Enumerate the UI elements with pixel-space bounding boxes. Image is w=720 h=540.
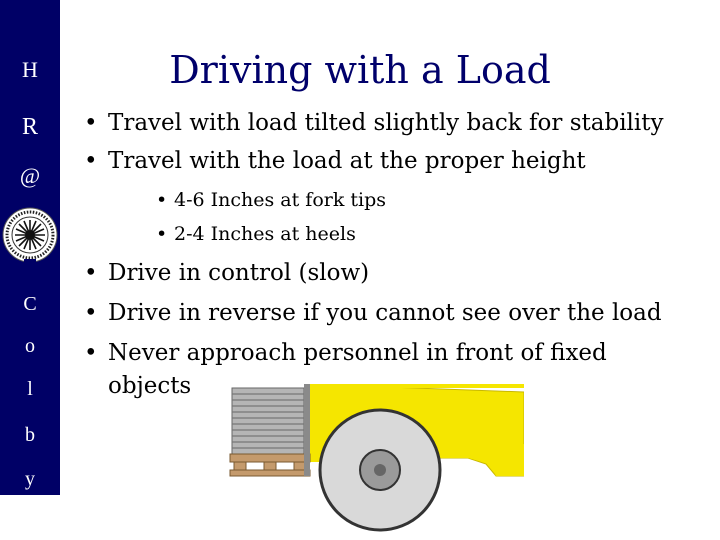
bullet-text: Travel with load tilted slightly back for stability xyxy=(108,110,664,136)
sidebar-letter-o: o xyxy=(25,335,35,357)
sub-bullet-item xyxy=(156,223,356,245)
bullet-text: Drive in control (slow) xyxy=(108,260,370,286)
sidebar-letter-c: C xyxy=(23,293,37,315)
load-stack xyxy=(232,388,304,454)
forklift-illustration xyxy=(228,384,524,540)
sub-bullet-text: 4-6 Inches at fork tips xyxy=(174,189,387,211)
bullet-glyph: • xyxy=(84,300,98,326)
bullet-text: Drive in reverse if you cannot see over the load xyxy=(108,300,662,326)
bullet-glyph: • xyxy=(84,110,98,136)
sidebar-letter-h: H xyxy=(22,57,38,82)
bullet-continuation: objects xyxy=(108,373,192,399)
sub-bullet-text: 2-4 Inches at heels xyxy=(174,223,356,245)
bullet-glyph: • xyxy=(84,340,98,366)
bullet-glyph: • xyxy=(84,260,98,286)
sidebar-letter-b: b xyxy=(25,424,35,446)
bullet-item xyxy=(84,260,369,286)
sidebar-letter-r: R xyxy=(21,114,38,140)
bullet-item xyxy=(84,148,586,174)
bullet-item xyxy=(84,300,662,326)
bullet-glyph: • xyxy=(84,148,98,174)
university-seal-icon xyxy=(0,207,60,267)
bullet-glyph: • xyxy=(156,223,168,245)
sidebar-letter-y: y xyxy=(25,468,35,490)
sidebar-letter-l: l xyxy=(27,378,33,400)
sub-bullet-item xyxy=(156,189,386,211)
bullet-text: Never approach personnel in front of fixed xyxy=(108,340,607,366)
sidebar xyxy=(0,0,60,495)
bullet-text: Travel with the load at the proper height xyxy=(108,148,586,174)
bullet-item xyxy=(84,110,664,136)
sidebar-letter-at: @ xyxy=(19,163,41,188)
bullet-item xyxy=(84,340,607,366)
bullet-glyph: • xyxy=(156,189,168,211)
slide-title: Driving with a Load xyxy=(169,48,551,92)
